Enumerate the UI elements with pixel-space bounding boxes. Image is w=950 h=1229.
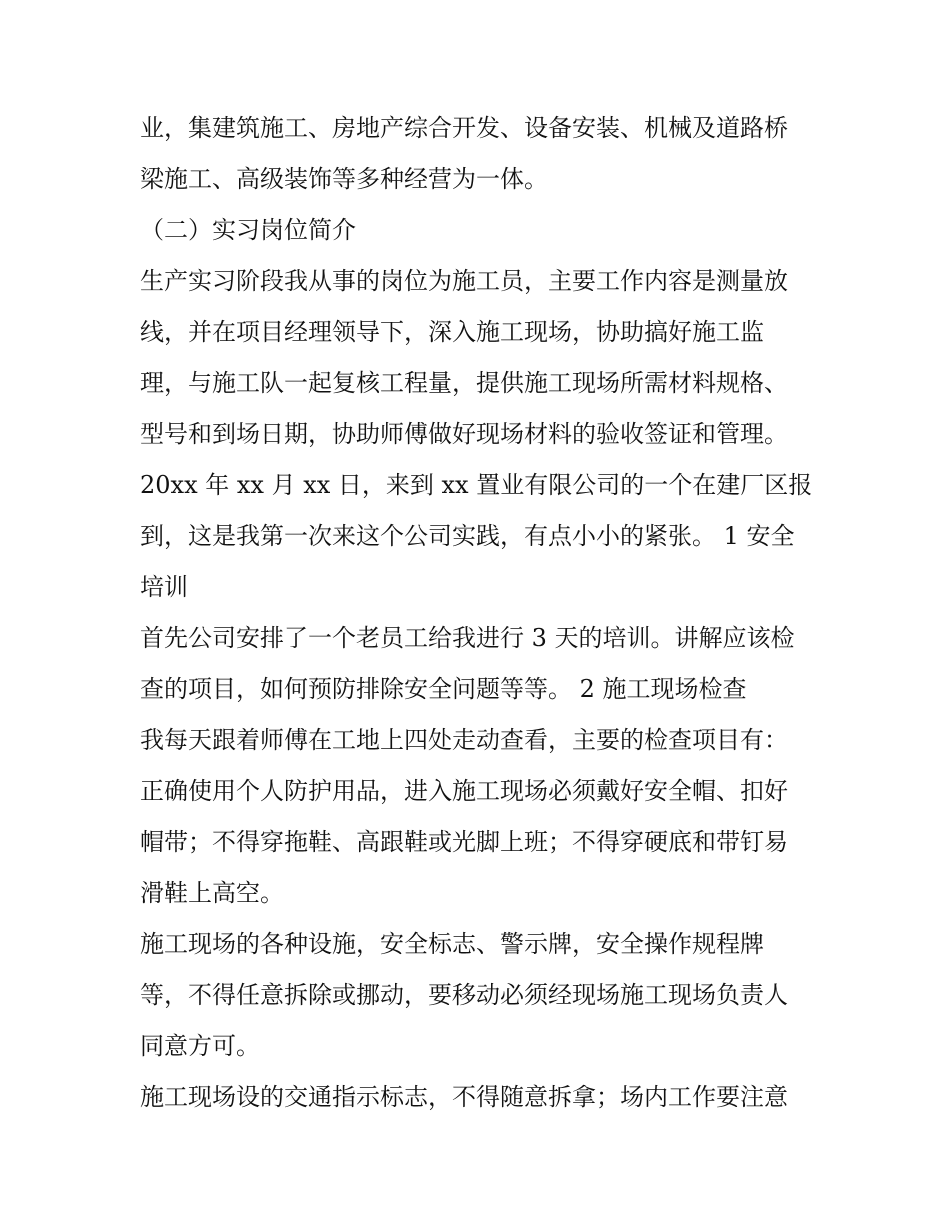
text-line: 理，与施工队一起复核工程量，提供施工现场所需材料规格、: [140, 369, 788, 397]
text-line: 同意方可。: [140, 1032, 260, 1060]
text-line: 培训: [140, 573, 188, 601]
text-line: 梁施工、高级装饰等多种经营为一体。: [140, 165, 548, 193]
text-line: 业，集建筑施工、房地产综合开发、设备安装、机械及道路桥: [140, 114, 788, 142]
text-line: 等，不得任意拆除或挪动，要移动必须经现场施工现场负责人: [140, 981, 788, 1009]
text-line: 到，这是我第一次来这个公司实践，有点小小的紧张。 1 安全: [140, 522, 795, 550]
text-line: 查的项目，如何预防排除安全问题等等。 2 施工现场检查: [140, 675, 747, 703]
text-line: 帽带；不得穿拖鞋、高跟鞋或光脚上班；不得穿硬底和带钉易: [140, 828, 788, 856]
section-heading: （二）实习岗位简介: [140, 216, 356, 244]
text-line: 施工现场设的交通指示标志，不得随意拆拿；场内工作要注意: [140, 1083, 788, 1111]
text-line: 生产实习阶段我从事的岗位为施工员，主要工作内容是测量放: [140, 267, 788, 295]
text-line: 型号和到场日期，协助师傅做好现场材料的验收签证和管理。: [140, 420, 788, 448]
text-line: 正确使用个人防护用品，进入施工现场必须戴好安全帽、扣好: [140, 777, 788, 805]
text-line: 我每天跟着师傅在工地上四处走动查看，主要的检查项目有：: [140, 726, 788, 754]
text-line: 施工现场的各种设施，安全标志、警示牌，安全操作规程牌: [140, 930, 764, 958]
text-line: 线，并在项目经理领导下，深入施工现场，协助搞好施工监: [140, 318, 764, 346]
text-line: 滑鞋上高空。: [140, 879, 284, 907]
text-line: 首先公司安排了一个老员工给我进行 3 天的培训。讲解应该检: [140, 624, 795, 652]
text-line: 20xx 年 xx 月 xx 日，来到 xx 置业有限公司的一个在建厂区报: [140, 471, 813, 499]
